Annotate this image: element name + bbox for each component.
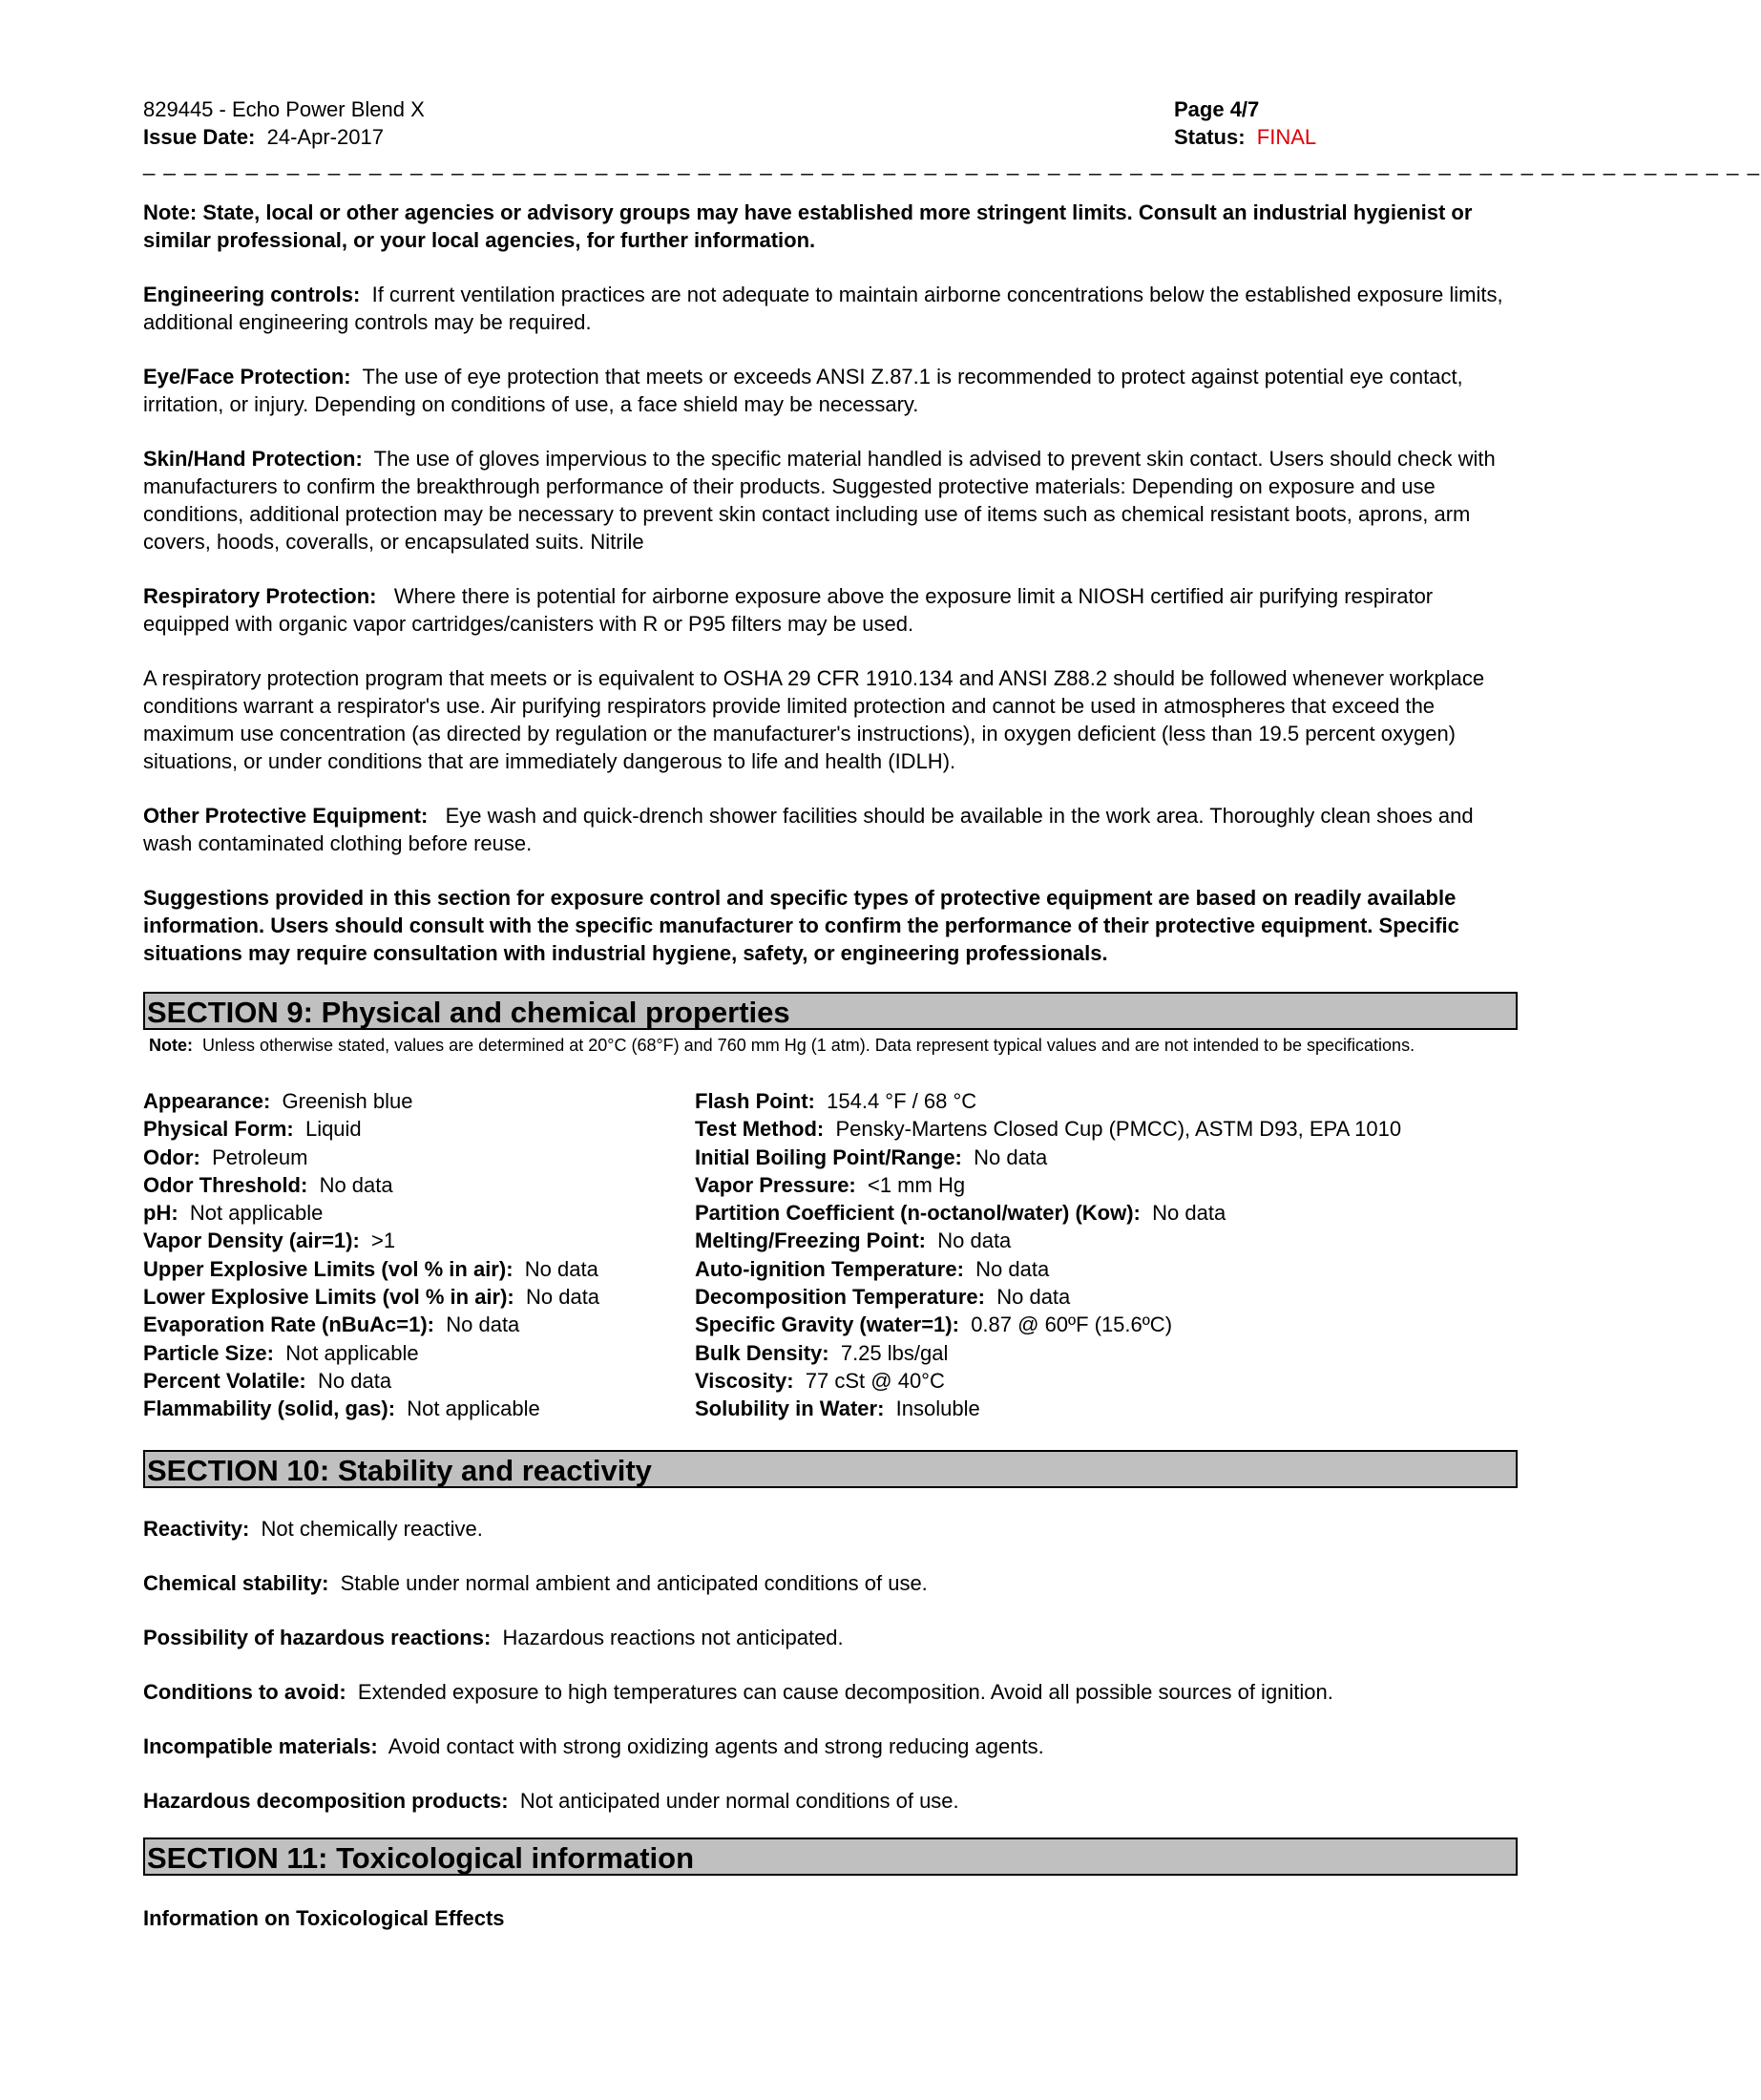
property-value: Pensky-Martens Closed Cup (PMCC), ASTM D93, EPA 1010 <box>835 1117 1402 1142</box>
property-value: Not applicable <box>285 1340 419 1365</box>
property-label: Odor: <box>143 1144 200 1169</box>
section-10-header: SECTION 10: Stability and reactivity <box>143 1450 1518 1488</box>
eye-face-protection-label: Eye/Face Protection: <box>143 365 351 388</box>
section-9-header: SECTION 9: Physical and chemical properties <box>143 992 1518 1030</box>
property-label: Vapor Density (air=1): <box>143 1228 360 1253</box>
respiratory-protection-text: Where there is potential for airborne exposure above the exposure limit a NIOSH certified air purifying respirator equipped with organic vapor cartridges/canisters with R or P95 filters may be used. <box>143 584 1434 636</box>
stability-item-chemical-stability <box>143 1569 1518 1597</box>
property-row <box>143 1367 695 1395</box>
property-row <box>695 1087 1518 1115</box>
property-row <box>143 1087 695 1115</box>
toxicological-effects-subheading: Information on Toxicological Effects <box>143 1905 505 1930</box>
other-protective-equipment-text: Eye wash and quick-drench shower facilities should be available in the work area. Thoroughly clean shoes and wash contaminated clothing before reuse. <box>143 804 1474 855</box>
property-row <box>695 1144 1518 1171</box>
stability-value: Not anticipated under normal conditions of use. <box>519 1788 959 1813</box>
document-page <box>143 95 1761 1932</box>
property-label: Appearance: <box>143 1089 271 1113</box>
respiratory-program: A respiratory protection program that meets or is equivalent to OSHA 29 CFR 1910.134 and ANSI Z88.2 should be followed whenever workplace conditions warrant a respirator's use. Air purifying respirators provide limited protection and cannot be used in atmospheres that exceed the maximum use concentration (as directed by regulation or the manufacturer's instructions), in oxygen deficient (less than 19.5 percent oxygen) situations, or under conditions that are immediately dangerous to life and health (IDLH). <box>143 666 1485 773</box>
property-label: Bulk Density: <box>695 1340 829 1365</box>
property-value: No data <box>974 1144 1048 1169</box>
stability-item-conditions-to-avoid <box>143 1678 1518 1706</box>
status-line <box>1174 123 1316 151</box>
stability-label: Reactivity: <box>143 1516 250 1541</box>
property-label: Percent Volatile: <box>143 1368 306 1393</box>
property-row <box>695 1311 1518 1338</box>
stability-value: Stable under normal ambient and anticipated conditions of use. <box>340 1570 928 1595</box>
section-11-header: SECTION 11: Toxicological information <box>143 1838 1518 1876</box>
section-9-note <box>143 1034 1518 1057</box>
section-9-note-text: Unless otherwise stated, values are determined at 20°C (68°F) and 760 mm Hg (1 atm). Data represent typical values and are not intended to be specifications. <box>202 1036 1415 1055</box>
issue-date-label: Issue Date: <box>143 125 256 149</box>
other-protective-equipment <box>143 802 1518 857</box>
property-label: Flammability (solid, gas): <box>143 1396 396 1421</box>
property-label: Evaporation Rate (nBuAc=1): <box>143 1312 434 1337</box>
page-number: Page 4/7 <box>1174 97 1260 121</box>
property-value: 7.25 lbs/gal <box>840 1340 949 1365</box>
stability-label: Possibility of hazardous reactions: <box>143 1625 492 1649</box>
property-value: No data <box>318 1368 392 1393</box>
header-left <box>143 95 425 151</box>
property-label: Test Method: <box>695 1117 825 1142</box>
status-value: FINAL <box>1256 125 1317 149</box>
property-row <box>143 1283 695 1311</box>
property-value: Greenish blue <box>282 1089 413 1113</box>
engineering-controls <box>143 281 1518 336</box>
property-row <box>695 1171 1518 1199</box>
properties-table <box>143 1087 1518 1423</box>
property-value: No data <box>1152 1201 1226 1226</box>
property-label: Upper Explosive Limits (vol % in air): <box>143 1256 514 1281</box>
property-label: Particle Size: <box>143 1340 274 1365</box>
property-row <box>695 1339 1518 1367</box>
property-value: No data <box>525 1285 600 1310</box>
property-row <box>695 1115 1518 1143</box>
property-value: 154.4 °F / 68 °C <box>827 1089 977 1113</box>
eye-face-protection <box>143 363 1518 418</box>
property-value: Insoluble <box>895 1396 980 1421</box>
property-label: pH: <box>143 1201 178 1226</box>
stability-label: Conditions to avoid: <box>143 1679 346 1704</box>
stability-label: Incompatible materials: <box>143 1733 378 1758</box>
property-value: 77 cSt @ 40°C <box>805 1368 945 1393</box>
page-header <box>143 95 1518 153</box>
property-value: Petroleum <box>212 1144 308 1169</box>
stability-value: Not chemically reactive. <box>261 1516 483 1541</box>
respiratory-protection-label: Respiratory Protection: <box>143 584 377 608</box>
skin-hand-protection-label: Skin/Hand Protection: <box>143 447 363 471</box>
header-right <box>1174 95 1316 151</box>
eye-face-protection-text: The use of eye protection that meets or exceeds ANSI Z.87.1 is recommended to protect against potential eye contact, irritation, or injury. Depending on conditions of use, a face shield may be necessary. <box>143 365 1463 416</box>
engineering-controls-text: If current ventilation practices are not adequate to maintain airborne concentrations below the established exposure limits, additional engineering controls may be required. <box>143 283 1503 334</box>
property-value: No data <box>996 1285 1071 1310</box>
properties-left-column <box>143 1087 695 1423</box>
property-label: Initial Boiling Point/Range: <box>695 1144 962 1169</box>
property-label: Viscosity: <box>695 1368 794 1393</box>
property-label: Solubility in Water: <box>695 1396 885 1421</box>
property-row <box>143 1171 695 1199</box>
stability-item-incompatible-materials <box>143 1732 1518 1760</box>
property-value: Not applicable <box>407 1396 540 1421</box>
property-label: Partition Coefficient (n-octanol/water) (Kow): <box>695 1201 1141 1226</box>
property-value: No data <box>524 1256 598 1281</box>
property-row <box>695 1227 1518 1254</box>
property-row <box>695 1395 1518 1422</box>
property-label: Vapor Pressure: <box>695 1172 856 1197</box>
stability-value: Avoid contact with strong oxidizing agents and strong reducing agents. <box>388 1733 1044 1758</box>
property-row <box>143 1395 695 1422</box>
skin-hand-protection <box>143 445 1518 556</box>
property-row <box>143 1144 695 1171</box>
property-row <box>695 1199 1518 1227</box>
property-label: Lower Explosive Limits (vol % in air): <box>143 1285 514 1310</box>
property-value: Liquid <box>304 1117 362 1142</box>
property-value: 0.87 @ 60ºF (15.6ºC) <box>971 1312 1173 1337</box>
property-value: <1 mm Hg <box>867 1172 966 1197</box>
properties-right-column <box>695 1087 1518 1423</box>
property-row <box>143 1339 695 1367</box>
protective-equipment-suggestions: Suggestions provided in this section for exposure control and specific types of protective equipment are based on readily available information. Users should consult with the specific manufacturer to confirm the performance of their protective equipment. Specific situations may require consultation with industrial hygiene, safety, or engineering professionals. <box>143 886 1459 965</box>
engineering-controls-label: Engineering controls: <box>143 283 361 306</box>
stability-value: Hazardous reactions not anticipated. <box>502 1625 844 1649</box>
property-row <box>695 1283 1518 1311</box>
exposure-limits-note: Note: State, local or other agencies or advisory groups may have established more stringent limits. Consult an industrial hygienist or similar professional, or your local agencies, for further information. <box>143 200 1473 252</box>
issue-date-value: 24-Apr-2017 <box>266 125 384 149</box>
property-value: No data <box>937 1228 1012 1253</box>
status-label: Status: <box>1174 125 1246 149</box>
property-value: No data <box>446 1312 520 1337</box>
stability-item-decomposition-products <box>143 1787 1518 1815</box>
property-row <box>143 1199 695 1227</box>
stability-item-reactivity <box>143 1515 1518 1543</box>
stability-item-hazardous-reactions <box>143 1624 1518 1651</box>
property-value: >1 <box>371 1228 396 1253</box>
property-label: Physical Form: <box>143 1117 294 1142</box>
property-label: Flash Point: <box>695 1089 815 1113</box>
product-id-name: 829445 - Echo Power Blend X <box>143 97 425 121</box>
property-row <box>143 1255 695 1283</box>
section-9-note-label: Note: <box>149 1036 193 1055</box>
header-divider: _ _ _ _ _ _ _ _ _ _ _ _ _ _ _ _ _ _ _ _ _ _ _ _ _ _ _ _ _ _ _ _ _ _ _ _ _ _ _ _ _ _ _ _ _ _ _ _ _ _ _ _ _ _ _ _ _ _ _ _ _ _ _ _ _ _ _ _ _ _ _ _ _ _ _ _ _ _ _ <box>143 152 1761 176</box>
other-protective-equipment-label: Other Protective Equipment: <box>143 804 429 828</box>
property-value: Not applicable <box>189 1201 324 1226</box>
stability-value: Extended exposure to high temperatures can cause decomposition. Avoid all possible sources of ignition. <box>357 1679 1333 1704</box>
stability-label: Chemical stability: <box>143 1570 329 1595</box>
stability-label: Hazardous decomposition products: <box>143 1788 509 1813</box>
property-label: Odor Threshold: <box>143 1172 308 1197</box>
property-label: Auto-ignition Temperature: <box>695 1256 964 1281</box>
property-row <box>143 1227 695 1254</box>
property-value: No data <box>319 1172 393 1197</box>
property-label: Decomposition Temperature: <box>695 1285 985 1310</box>
property-label: Specific Gravity (water=1): <box>695 1312 959 1337</box>
property-row <box>695 1255 1518 1283</box>
property-label: Melting/Freezing Point: <box>695 1228 926 1253</box>
skin-hand-protection-text: The use of gloves impervious to the specific material handled is advised to prevent skin contact. Users should check with manufacturers to confirm the breakthrough performance of their products. Suggested protective materials: Depending on exposure and use conditions, additional protection may be necessary to prevent skin contact including use of items such as chemical resistant boots, aprons, arm covers, hoods, coveralls, or encapsulated suits. Nitrile <box>143 447 1496 554</box>
property-row <box>695 1367 1518 1395</box>
issue-date-line <box>143 123 425 151</box>
respiratory-protection <box>143 582 1518 638</box>
property-row <box>143 1115 695 1143</box>
property-value: No data <box>975 1256 1050 1281</box>
property-row <box>143 1311 695 1338</box>
